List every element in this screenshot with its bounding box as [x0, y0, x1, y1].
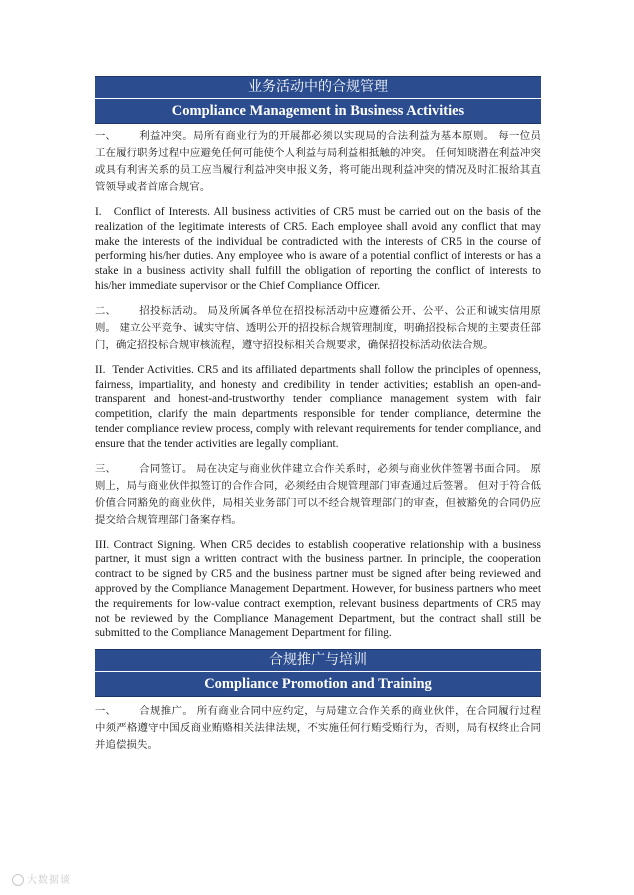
clause-2-cn	[95, 303, 541, 354]
clause-3-en: III. Contract Signing. When CR5 decides to establish cooperative relationship with a business partner, it must sign a written contract with the business partner. In principle, the cooperation contract to be signed by CR5 and the business partner must be signed after being reviewed and approved by the Compliance Management Department. However, for business partners who meet the requirements for low-value contract exemption, relevant business departments of CR5 may not be reviewed by the Compliance Management Department, but the contract shall still be submitted to the Compliance Management Department for filing.	[95, 538, 541, 640]
section-title-en: Compliance Promotion and Training	[204, 676, 432, 693]
clause-1-cn	[95, 128, 541, 196]
clause-1-en: I. Conflict of Interests. All business activities of CR5 must be carried out on the basis of the realization of the legitimate interests of CR5. Each employee shall avoid any conflict that may make the interests of the individual be contradicted with the interests of CR5 in the course of performing his/her duties. Any employee who is aware of a potential conflict of interests or has a stake in a business activity shall fulfill the obligation of reporting the conflict of interests to his/her immediate supervisor or the Chief Compliance Officer.	[95, 206, 541, 292]
document-page	[95, 76, 541, 754]
clause-2-en: II. Tender Activities. CR5 and its affiliated departments shall follow the principles of openness, fairness, impartiality, and honesty and credibility in tender activities; establish an open-and-transparent and honest-and-trustworthy tender compliance management system with fair competition, clarify the main departments responsible for tender compliance, determine the tender compliance review process, comply with relevant requirements for tender compliance, and ensure that the tender activities are legally compliant.	[95, 363, 541, 450]
section-title-cn: 合规推广与培训	[269, 652, 367, 669]
clause-text: 合同签订。 局在决定与商业伙伴建立合作关系时，必须与商业伙伴签署书面合同。 原则上，局与商业伙伴拟签订的合作合同，必须经由合规管理部门审查通过后签署。 但对于符合低价值合同豁免的商业伙伴，局相关业务部门可以不经合规管理部门的审查，但被豁免的合同仍应提交给合规管理部门备案存档。	[95, 462, 541, 526]
watermark-text: 大数据谈	[27, 875, 71, 886]
watermark	[12, 871, 71, 886]
section-title-en: Compliance Management in Business Activities	[171, 103, 465, 119]
clause-promotion-cn	[95, 703, 541, 754]
clause-3-cn	[95, 461, 541, 529]
section-header-promotion-training	[95, 649, 541, 697]
clause-text: 招投标活动。 局及所属各单位在招投标活动中应遵循公开、公平、公正和诚实信用原则。 建立公平竞争、诚实守信、透明公开的招投标合规管理制度，明确招投标合规的主要责任部门，确定招投标合规审核流程，遵守招投标相关合规要求，确保招投标活动依法合规。	[95, 304, 541, 351]
clause-text: 合规推广。 所有商业合同中应约定，与局建立合作关系的商业伙伴，在合同履行过程中须严格遵守中国反商业贿赂相关法律法规，不实施任何行贿受贿行为，否则，局有权终止合同并追偿损失。	[95, 705, 541, 752]
clause-text: 利益冲突。局所有商业行为的开展都必须以实现局的合法利益为基本原则。 每一位员工在履行职务过程中应避免任何可能使个人利益与局利益相抵触的冲突。 任何知晓潜在利益冲突或具有利害关系的员工应当履行利益冲突申报义务，将可能出现利益冲突的情况及时汇报给其直管领导或者首席合规官。	[95, 130, 541, 193]
clause-number: 一、	[95, 130, 116, 142]
watermark-logo-icon	[12, 874, 24, 886]
clause-number: 二、	[95, 304, 116, 317]
clause-number: 三、	[95, 462, 116, 475]
clause-number: 一、	[95, 705, 116, 718]
section-header-business-activities	[95, 76, 541, 124]
section-title-cn: 业务活动中的合规管理	[248, 79, 388, 95]
